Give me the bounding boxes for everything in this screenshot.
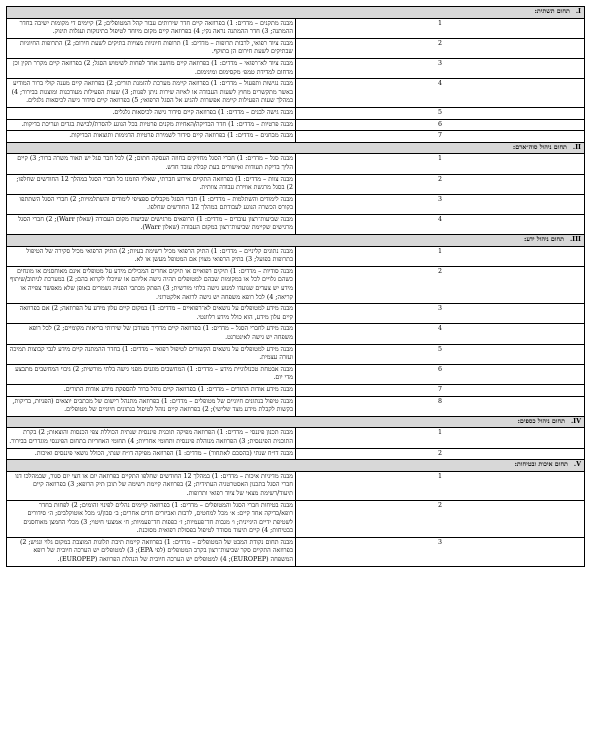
indicator-text: מבנה לימודים והשתלמות – מדדים: 1) חברי הסגל מקבלים ספציפי לימודים והשתלמויות; 2) חברי הסגל השתתפו בקורס הכשרה הנוגע לעבודתם במהלך 12 החודשים שחלפו.: [7, 194, 296, 214]
indicator-text: מבנה מתקנים – מדדים: 1) בפרוזאה קיים חדר שירותים עבור קהל המטופלים; 2) קיימים די מקומות ישיבה בחדר ההמתנה; 3) חדר ההמתנה נראה נקי; 4) בפרוזאה קיים מקום מיוחד לטיפול בתינוקות ועגלות תינוק.: [7, 18, 296, 38]
row-number: 2: [296, 174, 585, 194]
row-number: 7: [296, 384, 585, 396]
indicator-text: מבנה ציוד רפואי, לרבות תרופות – מדדים: 1) תרופות חיוניות מצויות בתיקים לשעת חירום; 2) התרופות החיוניות שבתיקים לשעת חירום הן בתוקף.: [7, 38, 296, 58]
section-numeral: II.: [572, 143, 581, 151]
row-number: 6: [296, 119, 585, 131]
row-number: 2: [296, 266, 585, 303]
indicator-row: [7, 107, 585, 119]
section-numeral: III.: [569, 236, 581, 244]
row-number: 1: [296, 428, 585, 448]
indicator-text: מבנה מידע אודות התורים – מדדים: 1) בפרוזאה קיים נוהל ברור להספקת מידע אודות התורים.: [7, 384, 296, 396]
indicator-text: מבנה מבחנים – מדדים: 1) בפרוזאה קיים סידור לשמירת פרטיות הדגימות ותוצאות הבדיקות.: [7, 131, 296, 143]
indicator-text: מבנה גישה לבנים – מדדים: 1) בפרוזאה קיים סידור גישה לכיסאות גלגלים.: [7, 107, 296, 119]
row-number: 2: [296, 38, 585, 58]
indicator-text: מבנה נתונים קליניים – מדדים: 1) התיק הרפואי מכיל רשימת בעיות; 2) התיק הרפואי מכיל סקירה של הטיפול בתרופות בפועל; 3) בתיק הרפואי מצוין אם המטופל מעשן או לא.: [7, 246, 296, 266]
indicator-row: [7, 119, 585, 131]
row-number: 4: [296, 79, 585, 108]
row-number: 3: [296, 537, 585, 566]
indicator-row: [7, 38, 585, 58]
section-header-row: [7, 416, 585, 428]
indicator-text: מבנה מידע לחברי הסגל – מדדים: 1) בפרוזאה קיים מדריך מעודכן של שירותי בריאות מקומיים; 2) לכל רופא משפחה יש גישה לאינטרנט.: [7, 324, 296, 344]
standards-document: [6, 6, 585, 567]
indicator-row: [7, 471, 585, 500]
row-number: 4: [296, 324, 585, 344]
indicator-text: מבנה סודיות – מדדים: 1) תיקים רפואיים או תיקים אחרים המכילים מידע על מטופלים אינם מאוחסנים או מונחים כשהם גלויים לכל או במקומות שבהם למטופלים תהיה גישה אליהם או שיוכלו לקרוא בהם; 2) במערכת לניתוב/שיתוף מידע יש צעדים שנועדו למנוע גישה בלתי מורשית; 3) הפתק מכתבי הפניה נשמרים באופן שלא מאפשר צפייה או קריאה; 4) לכל רופא משפחה יש גישה לרואה אלקטרוני.: [7, 266, 296, 303]
indicator-text: מבנה שביעות־רצון עובדים – מדדים: 1) הרופאים מרגישים שביעות מקום העבודה (שאלון Warr); 2) חברי הסגל מרגישים שקיימת שביעות־רצון במקום העבודה (שאלון Warr).: [7, 214, 296, 234]
indicator-row: [7, 266, 585, 303]
indicator-row: [7, 194, 585, 214]
section-header-row: [7, 460, 585, 472]
indicator-text: מבנה סגל – מדדים: 1) חברי הסגל מחזיקים בחוזה העסקה חתום; 2) לכל חבר סגל יש תאור משרה ברור; 3) קיים הליך בדיקת תעודות ואישורים בעת קבלת עובד חדש.: [7, 154, 296, 174]
indicator-row: [7, 58, 585, 78]
indicator-text: מבנה טיפול בנתונים חיוניים של מטופלים – מדדים: 1) בפרוזאה מתנהל רישום של מכתבים יוצאים (הפניות, בדיקות, בקשות לקבלת מידע מצד שלישי); 2) בפרוזאה קיים נוהל לטיפול בנתונים חיוניים של מטופלים.: [7, 396, 296, 416]
row-number: 5: [296, 107, 585, 119]
section-header: [7, 235, 585, 247]
row-number: 4: [296, 214, 585, 234]
indicator-row: [7, 131, 585, 143]
section-header: [7, 7, 585, 19]
row-number: 2: [296, 448, 585, 460]
indicator-text: מבנה מידע למטופלים על נושאים לא־רפואיים – מדדים: 1) במקום קיים עלון מידע על הפרוזאה; 2) אם בפרוזאה קיים עלון מידע, הוא כולל מידע רלוונטי.: [7, 304, 296, 324]
indicator-text: מבנה אבטחת טכנולוגיית מידע – מדדים: 1) המחשבים מוגנים מפני גישה בלתי מורשית; 2) גיבוי המחשבים מתבצע מדי יום.: [7, 364, 296, 384]
row-number: 3: [296, 194, 585, 214]
indicator-row: [7, 18, 585, 38]
row-number: 3: [296, 58, 585, 78]
row-number: 1: [296, 471, 585, 500]
section-numeral: I.: [575, 8, 581, 15]
row-number: 1: [296, 18, 585, 38]
indicator-row: [7, 246, 585, 266]
row-number: 2: [296, 500, 585, 537]
indicator-row: [7, 428, 585, 448]
row-number: 3: [296, 304, 585, 324]
indicator-text: מבנה צוות – מדדים: 1) בפרוזאה התקיים אירוע חברתי, שאליו הוזמנו כל חברי הסגל במהלך 12 החודשים שחלפו; 2) בסגל מרגשת אווירת עבודה צוותית.: [7, 174, 296, 194]
indicator-row: [7, 396, 585, 416]
indicator-row: [7, 79, 585, 108]
indicator-row: [7, 154, 585, 174]
row-number: 7: [296, 131, 585, 143]
indicator-text: מבנה נגישות ותפעול – מדדים: 1) בפרוזאה קיימת מערכת להזמנת תורים; 2) בפרוזאה קיים מענה קולי ברור המודיע באשר מתקשרים מחוץ לשעות העבודה או לאיזה שירות ניתן לפנות; 3) שעות הפעילות מעודכנות ומוצגות בבירור; 4) במהלך שעות הפעילות קיימת אפשרות להגיע אל הסגל הרפואי; 5) בפרוזאה קיים סידור גישה לכיסאות גלגלים.: [7, 79, 296, 108]
row-number: 6: [296, 364, 585, 384]
row-number: 1: [296, 154, 585, 174]
row-number: 1: [296, 246, 585, 266]
section-title: תחום ניהול סוה״ארם:: [512, 143, 567, 151]
indicator-text: מבנה תכנון פיננסי – מדדים: 1) הפרוזאה מפיקה תוכנית פיננסית שנתית הכוללת צפי הכנסות והוצאות; 2) בקרת התוכנית הפיננסית; 3) הפרוזאה מנוהלת פיננסית ותחומי אחריות; 4) תחומי האחריות בתחום הפיננסי מוגדרים בבירור.: [7, 428, 296, 448]
indicator-row: [7, 537, 585, 566]
section-title: תחום ניהול כספים:: [517, 417, 565, 425]
indicator-row: [7, 174, 585, 194]
section-header-row: [7, 235, 585, 247]
section-header-row: [7, 142, 585, 154]
indicator-row: [7, 324, 585, 344]
indicators-table: [6, 6, 585, 567]
section-title: תחום ניהול ידע:: [524, 236, 564, 244]
indicator-text: מבנה תחום נקודת המבט של המטופלים – מדדים: 1) בפרוזאה קיימת תיבת תלונות המוצבת במקום גלוי ונגיש; 2) בפרוזאה התקיים סקר שביעות־רצון בקרב המטופלים (לפי EPA); 3) למטופלים יש הערכה חיובית של רופא המשפחה (EUROPEP); 4) למטופלים יש הערכה חיובית של הנהלת הפרוזאה (EUROPEP).: [7, 537, 296, 566]
section-numeral: IV.: [570, 417, 581, 425]
section-header: [7, 460, 585, 472]
indicator-row: [7, 384, 585, 396]
section-header-row: [7, 7, 585, 19]
indicator-text: מבנה דו״ח שנתי (בהסכם לאתחור) – מדדים: 1) הפרוזאה מפיקה דו״ח שנתי, הכולל נושאי פיננסים ואיכות.: [7, 448, 296, 460]
indicator-text: מבנה בטיחות חברי הסגל והמטופלים – מדדים: 1) בפרוזאה קיימים נהלים לפינוי זהומים; 2) לפחות בחדר רופא/בדיקה אחד קיים: א׳ מכל למחטים, לרבות ואביזרים חדים אחרים; ב׳ סבון/ג׳ מכל אוטוקלבים; ה׳ סידורים לשטיפת ידיים היגיינית; ו׳ מגבות חד־פעמיות; ז׳ כפפות חד־פעמיות; ח׳ אמצעי חיטוי; 3) מכלי החמצן מאוחסנים בבטיחות; 4) קיים תיעוד מסודר לטיפול בפסולת רפואית מסוכנת.: [7, 500, 296, 537]
section-numeral: V.: [573, 461, 581, 469]
indicator-text: מבנה פרטיות – מדדים: 1) חדר הבדיקה/האחיות מקנים פרטיות בכל הנוגע להסרת/לבישת בגדים ועריכת בדיקות.: [7, 119, 296, 131]
indicator-text: מבנה ציוד לא־רפואי – מדדים: 1) בפרוזאה קיים מחשב אחד לפחות לשימוש הסגל; 2) בפרוזאה קיים מקרר תקין וכן מדחום למדידת טמפ׳ מקסימום ומינימום.: [7, 58, 296, 78]
indicator-row: [7, 214, 585, 234]
section-title: תחום איכות ובטיחות:: [514, 461, 568, 469]
indicator-row: [7, 448, 585, 460]
row-number: 5: [296, 344, 585, 364]
indicator-text: מבנה מדיניות איכות – מדדים: 1) במהלך 12 החודשים שחלפו התקיים בפרוזאה יום או חצי יום סגור, שבמהלכו דנו חברי הסגל בתכנון האסטרטגיה העתידית; 2) בפרוזאה קיימת רשימה של תוכן תיק הרופא; 3) בפרוזאה קיים תיעוד/רשימת מצאי של ציוד רפואי ותרופות.: [7, 471, 296, 500]
indicator-row: [7, 304, 585, 324]
section-title: תחום תשתית:: [534, 8, 570, 15]
indicator-row: [7, 500, 585, 537]
section-header: [7, 416, 585, 428]
row-number: 8: [296, 396, 585, 416]
section-header: [7, 142, 585, 154]
indicator-row: [7, 364, 585, 384]
indicator-text: מבנה מידע למטופלים על נושאים הקשורים לטיפול רפואי – מדדים: 1) בחדר ההמתנה קיים מידע לגבי קבוצות תמיכה ועזרה עצמית.: [7, 344, 296, 364]
indicator-row: [7, 344, 585, 364]
